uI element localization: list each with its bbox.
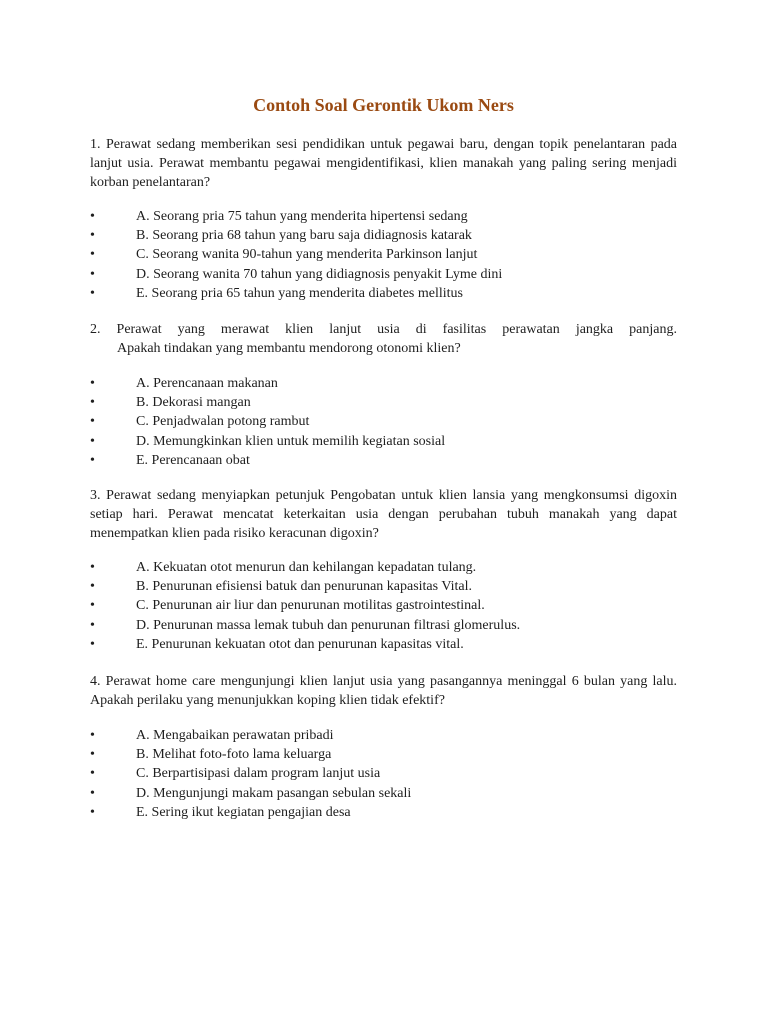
list-item [90, 207, 677, 226]
option-text: D. Memungkinkan klien untuk memilih kegiatan sosial [136, 433, 446, 449]
option-text: A. Perencanaan makanan [136, 376, 278, 391]
bullet-icon: • [90, 579, 95, 595]
option-text: A. Mengabaikan perawatan pribadi [136, 728, 334, 743]
option-text: D. Penurunan massa lemak tubuh dan penurunan filtrasi glomerulus. [136, 617, 521, 633]
bullet-icon: • [90, 636, 95, 652]
list-item [90, 393, 677, 412]
bullet-icon: • [90, 728, 95, 743]
option-text: B. Melihat foto-foto lama keluarga [136, 747, 332, 763]
bullet-icon: • [90, 376, 95, 391]
option-text: B. Seorang pria 68 tahun yang baru saja didiagnosis katarak [136, 228, 472, 244]
bullet-icon: • [90, 285, 95, 301]
list-item [90, 374, 677, 393]
bullet-icon: • [90, 804, 95, 820]
bullet-icon: • [90, 395, 95, 411]
question-3 [90, 486, 677, 543]
bullet-icon: • [90, 452, 95, 468]
list-item [90, 284, 677, 303]
option-text: D. Seorang wanita 70 tahun yang didiagnosis penyakit Lyme dini [136, 266, 503, 282]
bullet-icon: • [90, 433, 95, 449]
list-item [90, 745, 677, 764]
list-item [90, 558, 677, 577]
question-text [90, 320, 677, 358]
bullet-icon: • [90, 617, 95, 633]
question-text: 1. Perawat sedang memberikan sesi pendidikan untuk pegawai baru, dengan topik penelantaran pada lanjut usia. Perawat membantu pegawai mengidentifikasi, klien manakah yang paling sering menjadi korban penelantaran? [90, 137, 677, 190]
list-item [90, 265, 677, 284]
option-text: E. Perencanaan obat [136, 452, 250, 468]
bullet-icon: • [90, 209, 95, 224]
list-item [90, 596, 677, 615]
question-text: 3. Perawat sedang menyiapkan petunjuk Pengobatan untuk klien lansia yang mengkonsumsi digoxin setiap hari. Perawat mencatat keterkaitan usia dengan perubahan tubuh manakah yang dapat menempatkan klien pada risiko keracunan digoxin? [90, 488, 677, 541]
question-1 [90, 135, 677, 192]
question-4-options [90, 726, 677, 822]
list-item [90, 412, 677, 431]
option-text: B. Penurunan efisiensi batuk dan penurunan kapasitas Vital. [136, 579, 472, 595]
bullet-icon: • [90, 766, 95, 782]
option-text: E. Seorang pria 65 tahun yang menderita diabetes mellitus [136, 285, 463, 301]
bullet-icon: • [90, 785, 95, 801]
option-text: C. Berpartisipasi dalam program lanjut usia [136, 766, 381, 782]
option-text: D. Mengunjungi makam pasangan sebulan sekali [136, 785, 412, 801]
list-item [90, 635, 677, 654]
list-item [90, 784, 677, 803]
list-item [90, 577, 677, 596]
list-item [90, 726, 677, 745]
option-text: A. Kekuatan otot menurun dan kehilangan kepadatan tulang. [136, 560, 477, 575]
list-item [90, 245, 677, 264]
question-4 [90, 672, 677, 710]
question-1-options [90, 207, 677, 303]
option-text: A. Seorang pria 75 tahun yang menderita hipertensi sedang [136, 209, 468, 224]
list-item [90, 451, 677, 470]
list-item [90, 226, 677, 245]
question-2 [90, 320, 677, 358]
question-text-line-2: Apakah tindakan yang membantu mendorong otonomi klien? [117, 341, 461, 356]
list-item [90, 803, 677, 822]
question-text: 4. Perawat home care mengunjungi klien lanjut usia yang pasangannya meninggal 6 bulan yang lalu. Apakah perilaku yang menunjukkan koping klien tidak efektif? [90, 674, 677, 708]
question-text-line-1: 2. Perawat yang merawat klien lanjut usia di fasilitas perawatan jangka panjang. [90, 322, 677, 337]
question-2-options [90, 374, 677, 470]
option-text: E. Penurunan kekuatan otot dan penurunan kapasitas vital. [136, 636, 464, 652]
bullet-icon: • [90, 560, 95, 575]
bullet-icon: • [90, 228, 95, 244]
bullet-icon: • [90, 247, 95, 263]
option-text: C. Seorang wanita 90-tahun yang menderita Parkinson lanjut [136, 247, 478, 263]
option-text: C. Penjadwalan potong rambut [136, 414, 310, 430]
question-3-options [90, 558, 677, 654]
bullet-icon: • [90, 414, 95, 430]
bullet-icon: • [90, 598, 95, 614]
option-text: E. Sering ikut kegiatan pengajian desa [136, 804, 351, 820]
list-item [90, 432, 677, 451]
document-title: Contoh Soal Gerontik Ukom Ners [253, 95, 514, 115]
option-text: C. Penurunan air liur dan penurunan motilitas gastrointestinal. [136, 598, 485, 614]
bullet-icon: • [90, 747, 95, 763]
bullet-icon: • [90, 266, 95, 282]
list-item [90, 764, 677, 783]
list-item [90, 616, 677, 635]
option-text: B. Dekorasi mangan [136, 395, 251, 411]
